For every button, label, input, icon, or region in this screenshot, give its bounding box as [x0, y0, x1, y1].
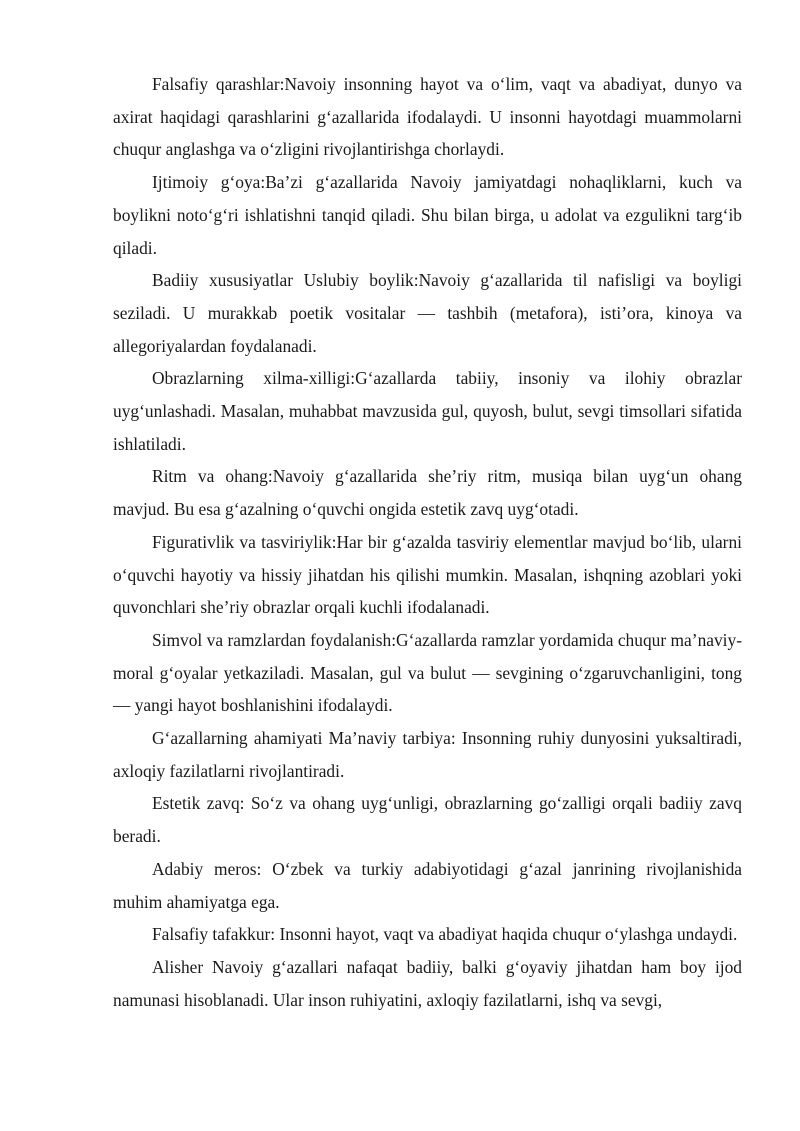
paragraph-aesthetic-pleasure: Estetik zavq: So‘z va ohang uyg‘unligi, obrazlarning go‘zalligi orqali badiiy zavq beradi.: [113, 793, 742, 847]
paragraph-conclusion: Alisher Navoiy g‘azallari nafaqat badiiy, balki g‘oyaviy jihatdan ham boy ijod namunasi hisoblanadi. Ular inson ruhiyatini, axloqiy fazilatlarni, ishq va sevgi,: [113, 956, 742, 1010]
document-body: [113, 68, 742, 1016]
paragraph-figurativeness: Figurativlik va tasviriylik:Har bir g‘azalda tasviriy elementlar mavjud bo‘lib, ularni o‘quvchi hayotiy va hissiy jihatdan his qilishi mumkin. Masalan, ishqning azoblari yoki quvonchlari she’riy obrazlar orqali kuchli ifodalanadi.: [113, 531, 742, 618]
paragraph-rhythm-and-tone: Ritm va ohang:Navoiy g‘azallarida she’riy ritm, musiqa bilan uyg‘un ohang mavjud. Bu esa g‘azalning o‘quvchi ongida estetik zavq uyg‘otadi.: [113, 466, 742, 520]
paragraph-social-idea: Ijtimoiy g‘oya:Ba’zi g‘azallarida Navoiy jamiyatdagi nohaqliklarni, kuch va boylikni noto‘g‘ri ishlatishni tanqid qiladi. Shu bilan birga, u adolat va ezgulikni targ‘ib qiladi.: [113, 172, 742, 258]
paragraph-symbols-usage: Simvol va ramzlardan foydalanish:G‘azallarda ramzlar yordamida chuqur ma’naviy-moral g‘oyalar yetkaziladi. Masalan, gul va bulut — sevgining o‘zgaruvchanligini, tong — yangi hayot boshlanishini ifodalaydi.: [113, 629, 742, 716]
paragraph-spiritual-education: G‘azallarning ahamiyati Ma’naviy tarbiya: Insonning ruhiy dunyosini yuksaltiradi, axloqiy fazilatlarni rivojlantiradi.: [113, 728, 742, 781]
paragraph-stylistic-richness: Badiiy xususiyatlar Uslubiy boylik:Navoiy g‘azallarida til nafisligi va boyligi seziladi. U murakkab poetik vositalar — tashbih (metafora), isti’ora, kinoya va allegoriyalardan foydalanadi.: [113, 270, 742, 356]
paragraph-diversity-of-images: Obrazlarning xilma-xilligi:G‘azallarda tabiiy, insoniy va ilohiy obrazlar uyg‘unlashadi. Masalan, muhabbat mavzusida gul, quyosh, bulut, sevgi timsollari sifatida ishlatiladi.: [113, 368, 742, 454]
paragraph-philosophical-views: Falsafiy qarashlar:Navoiy insonning hayot va o‘lim, vaqt va abadiyat, dunyo va axirat haqidagi qarashlarini g‘azallarida ifodalaydi. U insonni hayotdagi muammolarni chuqur anglashga va o‘zligini rivojlantirishga chorlaydi.: [113, 74, 742, 160]
paragraph-philosophical-thinking: Falsafiy tafakkur: Insonni hayot, vaqt va abadiyat haqida chuqur o‘ylashga undaydi.: [152, 924, 738, 945]
paragraph-literary-heritage: Adabiy meros: O‘zbek va turkiy adabiyotidagi g‘azal janrining rivojlanishida muhim ahamiyatga ega.: [113, 858, 742, 912]
